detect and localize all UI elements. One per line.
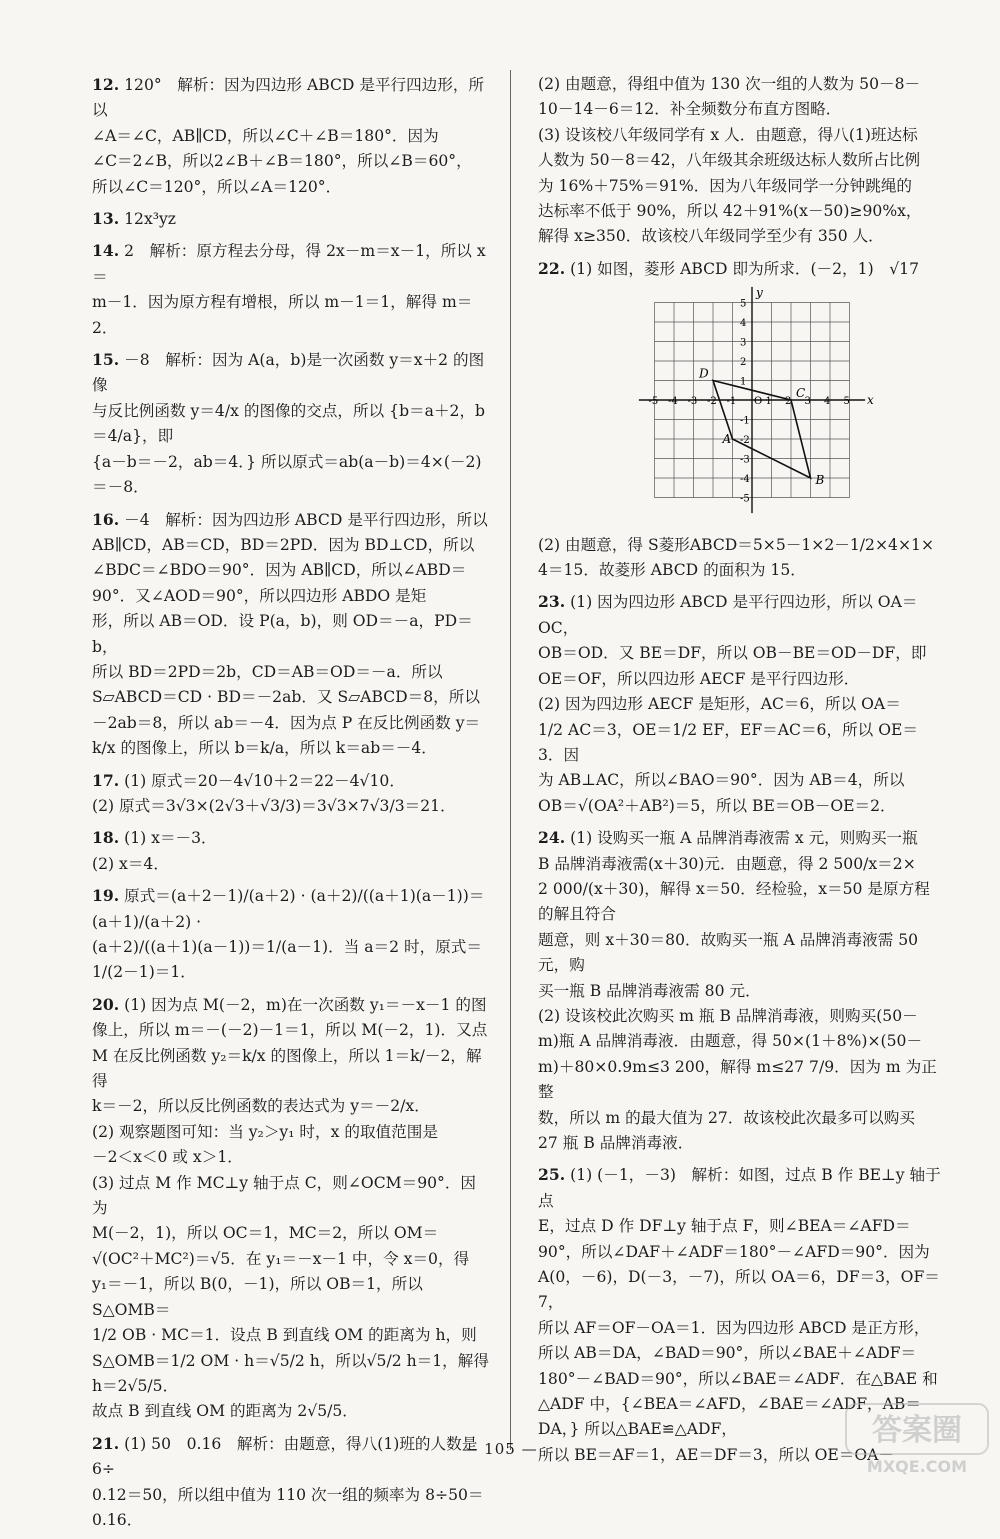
- answer-first-line: [92, 347, 490, 399]
- answer-line: (1) 50 0.16 解析：由题意，得八(1)班的人数是 6÷: [92, 1434, 478, 1479]
- question-number: 13.: [92, 209, 120, 229]
- y-axis-label: y: [756, 285, 763, 300]
- answer-line: 90°．又∠AOD＝90°，所以四边形 ABDO 是矩: [92, 586, 427, 605]
- answer-line: (3) 设该校八年级同学有 x 人．由题意，得八(1)班达标: [538, 125, 918, 144]
- question-number: 21.: [92, 1433, 120, 1453]
- y-tick-label: -3: [740, 454, 750, 466]
- answer-item: [92, 992, 490, 1425]
- answer-item: [92, 347, 490, 500]
- page-number: — 105 —: [462, 1440, 538, 1458]
- answer-line: 解得 x≥350．故该校八年级同学至少有 350 人．: [538, 227, 884, 246]
- watermark-logo: [842, 1400, 992, 1478]
- answer-line: －8 解析：因为 A(a，b)是一次函数 y＝x＋2 的图像: [92, 351, 485, 395]
- answer-line: 所以 BE＝AF＝1，AE＝DF＝3，所以 OE＝OA－: [538, 1445, 894, 1464]
- answer-line: B 品牌消毒液需(x＋30)元．由题意，得 2 500/x＝2×: [538, 854, 916, 873]
- answer-line: ∠C＝2∠B，所以2∠B＋∠B＝180°，所以∠B＝60°，: [92, 152, 472, 171]
- answer-line: √(OC²＋MC²)＝√5．在 y₁＝－x－1 中，令 x＝0，得: [92, 1249, 470, 1268]
- answer-line: k/x 的图像上，所以 b＝k/a，所以 k＝ab＝－4．: [92, 739, 437, 758]
- answer-line: 与反比例函数 y＝4/x 的图像的交点，所以 {b＝a＋2，b＝4/a}，即: [92, 401, 486, 446]
- y-tick-label: 3: [740, 337, 747, 349]
- coordinate-graph: [634, 285, 874, 514]
- answer-line: 为 16%＋75%＝91%．因为八年级同学一分钟跳绳的: [538, 176, 913, 195]
- y-tick-label: 2: [740, 357, 747, 369]
- answer-item: [92, 507, 490, 762]
- answer-line: 27 瓶 B 品牌消毒液．: [538, 1134, 694, 1152]
- answer-first-line: [538, 589, 942, 641]
- answer-line: (3) 过点 M 作 MC⊥y 轴于点 C，则∠OCM＝90°．因为: [92, 1173, 477, 1218]
- question-number: 25.: [538, 1165, 566, 1185]
- answer-line: y₁＝－1，所以 B(0，－1)，所以 OB＝1，所以 S△OMB＝: [92, 1275, 423, 1319]
- answer-item: [92, 768, 490, 820]
- answer-line: 120° 解析：因为四边形 ABCD 是平行四边形，所以: [92, 76, 485, 120]
- question-number: 20.: [92, 994, 120, 1014]
- answer-line: 4＝15．故菱形 ABCD 的面积为 15．: [538, 561, 806, 580]
- right-column: [538, 72, 942, 1474]
- answer-line: 10－14－6＝12．补全频数分布直方图略．: [538, 100, 842, 119]
- answer-line: 0.16．: [92, 1510, 143, 1529]
- y-tick-label: 5: [740, 298, 747, 310]
- answer-line: 为 AB⊥AC，所以∠BAO＝90°．因为 AB＝4，所以: [538, 771, 905, 790]
- answer-line: S△OMB＝1/2 OM · h＝√5/2 h，所以√5/2 h＝1，解得 h＝2√5/5．: [92, 1351, 489, 1395]
- answer-line: m)瓶 A 品牌消毒液．由题意，得 50×(1＋8%)×(50－: [538, 1032, 923, 1051]
- answer-line: AB∥CD，AB＝CD，BD＝2PD．因为 BD⊥CD，所以: [92, 535, 475, 554]
- answer-line: (1) 设购买一瓶 A 品牌消毒液需 x 元，则购买一瓶: [570, 829, 918, 848]
- answer-line: OB＝√(OA²＋AB²)＝5，所以 BE＝OB－OE＝2．: [538, 796, 896, 815]
- y-tick-label: -1: [740, 415, 750, 427]
- x-tick-label: 1: [765, 396, 772, 408]
- answer-line: 12x³yz: [124, 210, 177, 229]
- answer-line: (1) 原式＝20－4√10＋2＝22－4√10．: [124, 771, 405, 790]
- y-tick-label: -2: [740, 435, 750, 447]
- answer-line: 0.12＝50，所以组中值为 110 次一组的频率为 8÷50＝: [92, 1485, 484, 1504]
- column-divider: [510, 70, 511, 1450]
- x-tick-label: 3: [804, 396, 811, 408]
- answer-line: 买一瓶 B 品牌消毒液需 80 元．: [538, 981, 761, 1000]
- answer-first-line: [92, 992, 490, 1018]
- answer-line: 题意，则 x＋30＝80．故购买一瓶 A 品牌消毒液需 50 元，购: [538, 930, 919, 975]
- answer-line: OB＝OD．又 BE＝DF，所以 OB－BE＝OD－DF，即: [538, 644, 927, 663]
- answer-line: (1) 如图，菱形 ABCD 即为所求．(－2，1) √17: [570, 259, 920, 278]
- answer-line: (2) 因为四边形 AECF 是矩形，AC＝6，所以 OA＝: [538, 695, 901, 714]
- answer-item: [538, 533, 942, 584]
- vertex-label: C: [796, 386, 806, 401]
- answer-line: 故点 B 到直线 OM 的距离为 2√5/5．: [92, 1402, 358, 1421]
- question-number: 24.: [538, 828, 566, 848]
- answer-first-line: [92, 507, 490, 533]
- answer-line: (1) 因为点 M(－2，m)在一次函数 y₁＝－x－1 的图: [124, 995, 487, 1014]
- question-number: 14.: [92, 241, 120, 261]
- answer-line: M 在反比例函数 y₂＝k/x 的图像上，所以 1＝k/－2，解得: [92, 1046, 482, 1091]
- answer-first-line: [92, 768, 490, 794]
- answer-line: (1) 因为四边形 ABCD 是平行四边形，所以 OA＝OC，: [538, 593, 918, 637]
- answer-line: (2) 由题意，得 S菱形ABCD＝5×5－1×2－1/2×4×1×: [538, 535, 935, 554]
- answer-line: (1) x＝－3．: [124, 829, 217, 848]
- answer-item: [92, 72, 490, 200]
- answer-item: [92, 825, 490, 877]
- answer-line: 1/2 AC＝3，OE＝1/2 EF，EF＝AC＝6，所以 OE＝3．因: [538, 720, 918, 764]
- answer-line: 所以 AB＝DA，∠BAD＝90°，所以∠BAE＋∠ADF＝: [538, 1344, 917, 1363]
- question-number: 23.: [538, 592, 566, 612]
- y-tick-label: -5: [740, 493, 750, 505]
- watermark-text-bottom: MXQE.COM: [866, 1457, 968, 1476]
- answer-line: 所以∠C＝120°，所以∠A＝120°．: [92, 177, 342, 196]
- y-tick-label: 1: [740, 376, 747, 388]
- question-number: 17.: [92, 770, 120, 790]
- answer-line: 90°，所以∠DAF＋∠ADF＝180°－∠AFD＝90°．因为: [538, 1242, 930, 1261]
- x-axis-label: x: [867, 393, 874, 408]
- vertex-label: B: [815, 473, 825, 488]
- x-tick-label: -4: [668, 396, 678, 408]
- answer-line: (2) 设该校此次购买 m 瓶 B 品牌消毒液，则购买(50－: [538, 1006, 918, 1025]
- answer-item: [538, 589, 942, 819]
- answer-first-line: [538, 825, 942, 851]
- answer-line: OE＝OF，所以四边形 AECF 是平行四边形．: [538, 669, 860, 688]
- answer-line: k＝－2，所以反比例函数的表达式为 y＝－2/x．: [92, 1097, 430, 1116]
- question-number: 22.: [538, 258, 566, 278]
- x-tick-label: 4: [824, 396, 831, 408]
- answer-first-line: [538, 1162, 942, 1214]
- answer-first-line: [92, 206, 490, 232]
- answer-line: 1/2 OB · MC＝1．设点 B 到直线 OM 的距离为 h，则: [92, 1326, 477, 1345]
- x-tick-label: -2: [707, 396, 717, 408]
- vertex-label: D: [699, 366, 709, 381]
- question-number: 16.: [92, 509, 120, 529]
- answer-item: [538, 825, 942, 1156]
- question-number: 15.: [92, 350, 120, 370]
- question-number: 12.: [92, 75, 120, 94]
- answer-first-line: [538, 256, 942, 282]
- answer-first-line: [92, 825, 490, 851]
- answer-line: －4 解析：因为四边形 ABCD 是平行四边形，所以: [124, 510, 488, 529]
- answer-line: 人数为 50－8＝42，八年级其余班级达标人数所占比例: [538, 151, 921, 170]
- y-tick-label: -4: [740, 474, 750, 486]
- answer-first-line: [92, 883, 490, 935]
- x-tick-label: -1: [726, 396, 737, 408]
- answer-line: 原式＝(a＋2－1)/(a＋2) · (a＋2)/((a＋1)(a－1))＝(a＋1)/(a＋2) ·: [92, 887, 485, 931]
- answer-line: －2ab＝8，所以 ab＝－4．因为点 P 在反比例函数 y＝: [92, 713, 481, 732]
- answer-line: m－1．因为原方程有增根，所以 m－1＝1，解得 m＝2．: [92, 293, 473, 337]
- answer-line: (2) 原式＝3√3×(2√3＋√3/3)＝3√3×7√3/3＝21．: [92, 796, 456, 815]
- answer-line: (2) x＝4．: [92, 854, 169, 873]
- answer-first-line: [92, 72, 490, 124]
- answer-line: 所以 BD＝2PD＝2b，CD＝AB＝OD＝－a．所以: [92, 662, 443, 681]
- answer-line: {a－b＝－2，ab＝4．} 所以原式＝ab(a－b)＝4×(－2)＝－8．: [92, 452, 482, 497]
- answer-item: [92, 238, 490, 341]
- x-tick-label: O: [754, 396, 763, 408]
- answer-line: E，过点 D 作 DF⊥y 轴于点 F，则∠BEA＝∠AFD＝: [538, 1217, 911, 1236]
- answer-line: S▱ABCD＝CD · BD＝－2ab．又 S▱ABCD＝8，所以: [92, 688, 480, 707]
- answer-line: (a＋2)/((a＋1)(a－1))＝1/(a－1)．当 a＝2 时，原式＝1/(2－1)＝1．: [92, 938, 482, 982]
- x-tick-label: -5: [648, 396, 659, 408]
- answer-line: 达标率不低于 90%，所以 42＋91%(x－50)≥90%x，: [538, 202, 922, 221]
- answer-line: (1) (－1，－3) 解析：如图，过点 B 作 BE⊥y 轴于点: [538, 1166, 941, 1210]
- answer-line: m)＋80×0.9m≤3 200，解得 m≤27 7/9．因为 m 为正整: [538, 1057, 937, 1102]
- answer-first-line: [92, 238, 490, 290]
- answer-line: 2 000/(x＋30)，解得 x＝50．经检验，x＝50 是原方程的解且符合: [538, 879, 930, 924]
- watermark-text-top: 答案圈: [872, 1413, 962, 1448]
- left-column: [92, 72, 490, 1539]
- x-tick-label: 5: [843, 396, 850, 408]
- answer-line: (2) 观察题图可知：当 y₂＞y₁ 时，x 的取值范围是: [92, 1122, 438, 1141]
- answer-line: ∠BDC＝∠BDO＝90°．因为 AB∥CD，所以∠ABD＝: [92, 561, 467, 580]
- question-number: 18.: [92, 828, 120, 848]
- answer-item: [92, 883, 490, 986]
- answer-line: 数，所以 m 的最大值为 27．故该校此次最多可以购买: [538, 1108, 915, 1127]
- answer-line: 像上，所以 m＝－(－2)－1＝1，所以 M(－2，1)．又点: [92, 1021, 488, 1040]
- answer-line: 180°－∠BAD＝90°，所以∠BAE＝∠ADF．在△BAE 和: [538, 1369, 938, 1388]
- question-number: 19.: [92, 886, 120, 906]
- answer-item: [538, 256, 942, 282]
- x-tick-label: 2: [785, 396, 792, 408]
- answer-line: ∠A＝∠C，AB∥CD，所以∠C＋∠B＝180°．因为: [92, 126, 439, 145]
- answer-line: A(0，－6)，D(－3，－7)，所以 OA＝6，DF＝3，OF＝7，: [538, 1268, 940, 1312]
- answer-line: －2＜x＜0 或 x＞1．: [92, 1148, 243, 1167]
- answer-line: (2) 由题意，得组中值为 130 次一组的人数为 50－8－: [538, 75, 921, 93]
- answer-line: M(－2，1)，所以 OC＝1，MC＝2，所以 OM＝: [92, 1224, 439, 1243]
- answer-line: △ADF 中，{∠BEA＝∠AFD，∠BAE＝∠ADF，AB＝DA，} 所以△BAE≌△ADF，: [538, 1395, 921, 1439]
- answer-line: 2 解析：原方程去分母，得 2x－m＝x－1，所以 x＝: [92, 242, 486, 286]
- answer-line: 形，所以 AB＝OD．设 P(a，b)，则 OD＝－a，PD＝b，: [92, 612, 473, 656]
- answer-item: [92, 206, 490, 232]
- y-tick-label: 4: [740, 318, 747, 330]
- vertex-label: A: [722, 432, 732, 447]
- answer-line: 所以 AF＝OF－OA＝1．因为四边形 ABCD 是正方形，: [538, 1318, 930, 1337]
- answer-item: [538, 72, 942, 250]
- x-tick-label: -3: [687, 396, 698, 408]
